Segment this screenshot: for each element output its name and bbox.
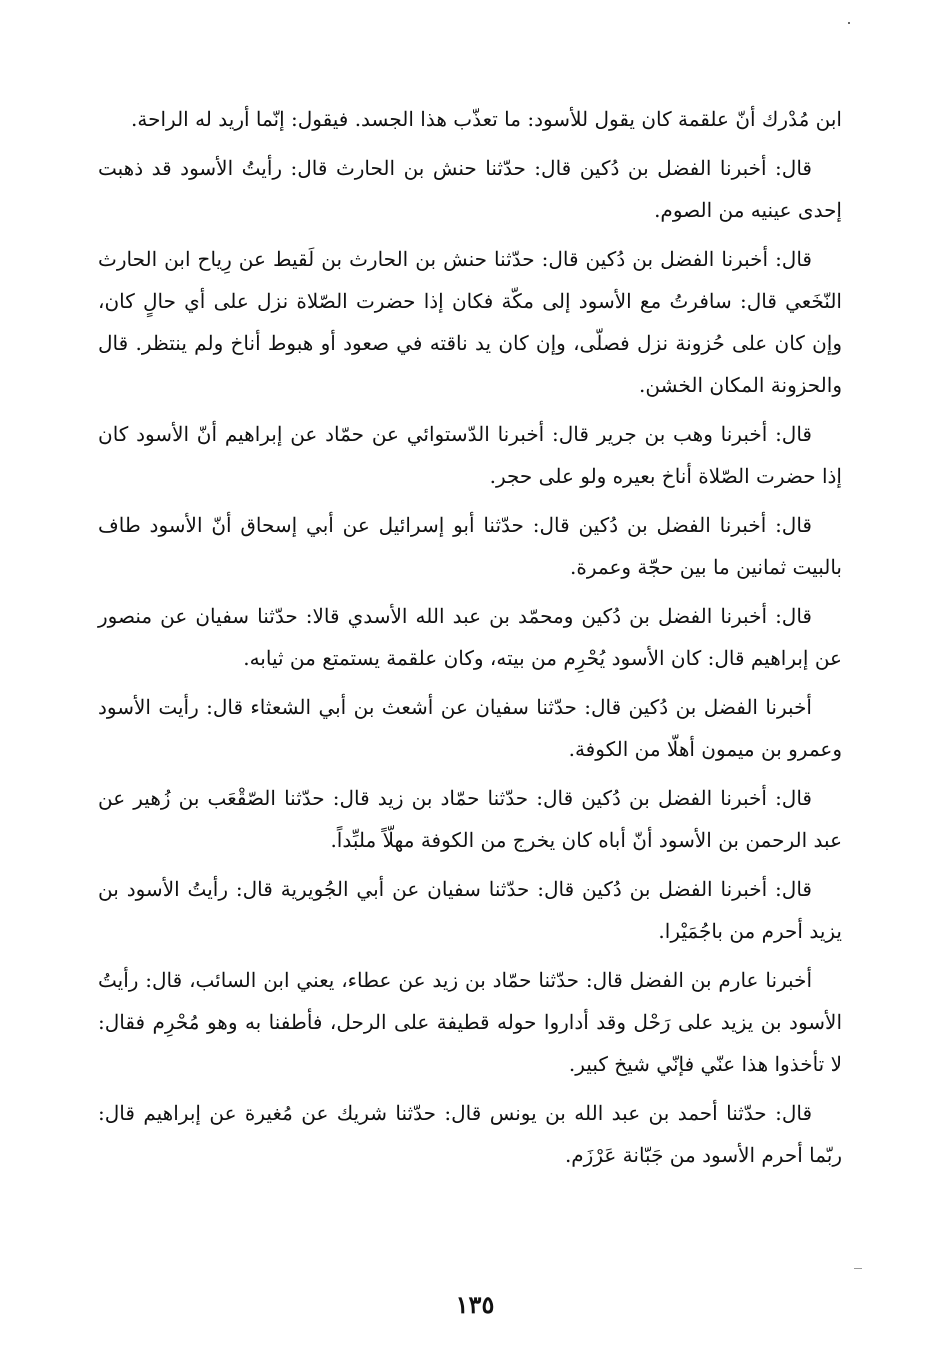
paragraph-2: قال: أخبرنا الفضل بن دُكين قال: حدّثنا حنش بن الحارث قال: رأيتُ الأسود قد ذهبت إحدى عينيه من الصوم. — [98, 156, 842, 222]
scan-mark — [848, 22, 850, 24]
page-number: ١٣٥ — [455, 1290, 495, 1319]
paragraph-3: قال: أخبرنا الفضل بن دُكين قال: حدّثنا حنش بن الحارث بن لَقيط عن رِياح ابن الحارث النّخَعي قال: سافرتُ مع الأسود إلى مكّة فكان إذا حضرت الصّلاة نزل على أي حالٍ كان، وإن كان على حُزونة نزل فصلّى، وإن كان يد ناقته في صعود أو هبوط أناخ ولم ينتظر. قال والحزونة المكان الخشن. — [98, 247, 842, 397]
paragraph-11: قال: حدّثنا أحمد بن عبد الله بن يونس قال: حدّثنا شريك عن مُغيرة عن إبراهيم قال: ربّما أحرم الأسود من جَبّانة عَرْزَم. — [98, 1101, 842, 1167]
paragraph-5: قال: أخبرنا الفضل بن دُكين قال: حدّثنا أبو إسرائيل عن أبي إسحاق أنّ الأسود طاف بالبيت ثمانين ما بين حجّة وعمرة. — [98, 513, 842, 579]
paragraph-7: أخبرنا الفضل بن دُكين قال: حدّثنا سفيان عن أشعث بن أبي الشعثاء قال: رأيت الأسود وعمرو بن ميمون أهلّا من الكوفة. — [98, 695, 842, 761]
paragraph-10: أخبرنا عارم بن الفضل قال: حدّثنا حمّاد بن زيد عن عطاء، يعني ابن السائب، قال: رأيتُ الأسود بن يزيد على رَحْل وقد أداروا حوله قطيفة على الرحل، فأطفنا به وهو مُحْرِم فقال: لا تأخذوا هذا عنّي فإنّي شيخ كبير. — [98, 968, 842, 1076]
paragraph-6: قال: أخبرنا الفضل بن دُكين ومحمّد بن عبد الله الأسدي قالا: حدّثنا سفيان عن منصور عن إبراهيم قال: كان الأسود يُحْرِم من بيته، وكان علقمة يستمتع من ثيابه. — [98, 604, 842, 670]
paragraph-9: قال: أخبرنا الفضل بن دُكين قال: حدّثنا سفيان عن أبي الجُويرية قال: رأيتُ الأسود بن يزيد أحرم من باجُمَيْرا. — [98, 877, 842, 943]
body-text — [98, 98, 842, 1183]
scan-mark — [854, 1268, 862, 1269]
paragraph-8: قال: أخبرنا الفضل بن دُكين قال: حدّثنا حمّاد بن زيد قال: حدّثنا الصّقْعَب بن زُهير عن عبد الرحمن بن الأسود أنّ أباه كان يخرج من الكوفة مهلّاً ملبِّداً. — [98, 786, 842, 852]
paragraph-4: قال: أخبرنا وهب بن جرير قال: أخبرنا الدّستوائي عن حمّاد عن إبراهيم أنّ الأسود كان إذا حضرت الصّلاة أناخ بعيره ولو على حجر. — [98, 422, 842, 488]
paragraph-1: ابن مُدْرك أنّ علقمة كان يقول للأسود: ما تعذّب هذا الجسد. فيقول: إنّما أريد له الراحة. — [131, 107, 842, 131]
